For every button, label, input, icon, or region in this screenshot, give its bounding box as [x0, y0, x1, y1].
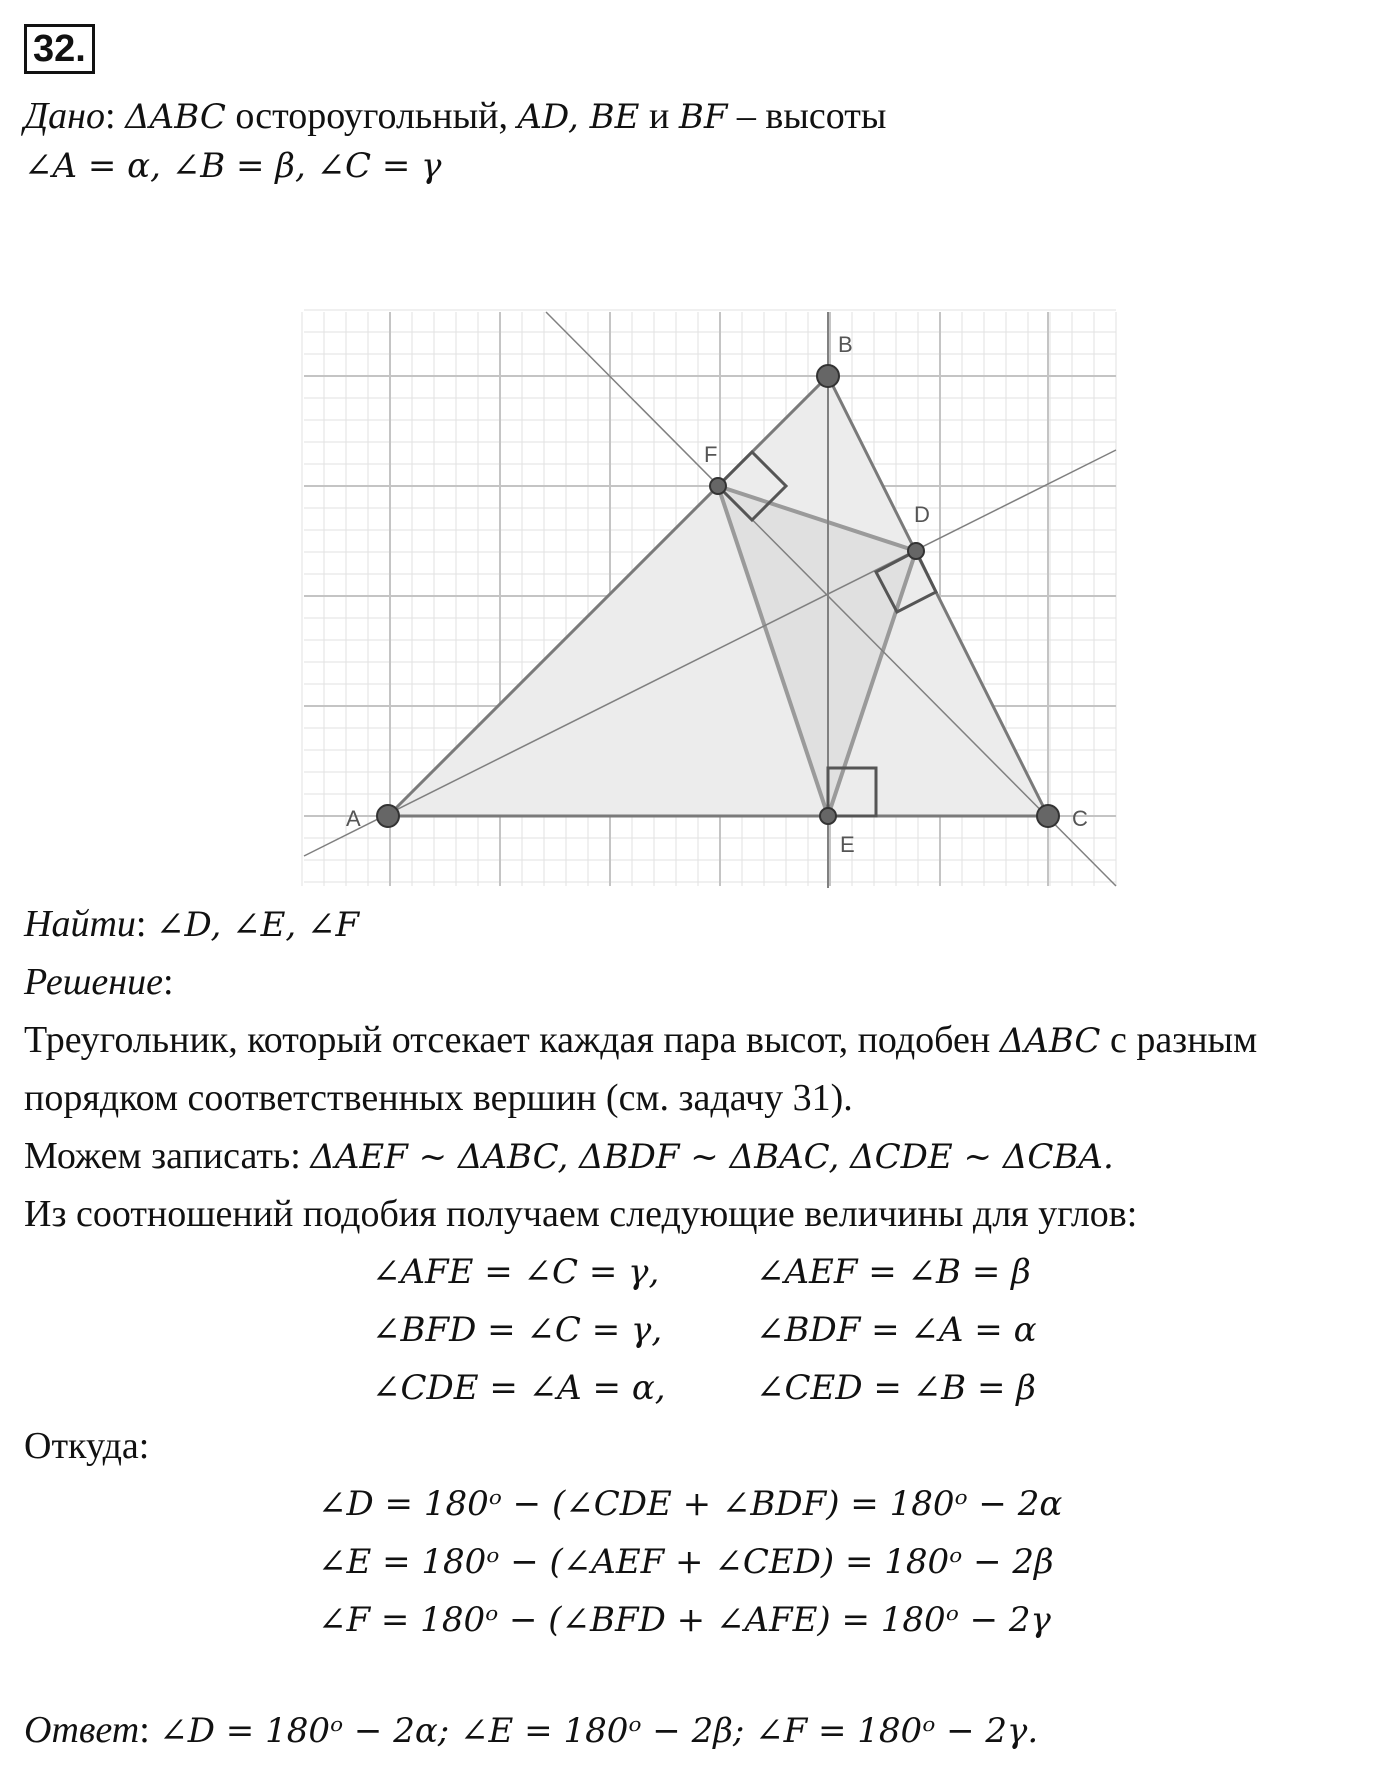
given-line-1: Дано: ΔABC остороугольный, AD, BE и BF – высоты	[24, 95, 887, 137]
find-math: ∠D, ∠E, ∠F	[155, 905, 360, 945]
find-line: Найти: ∠D, ∠E, ∠F	[24, 903, 360, 945]
given-altitudes-ab: AD, BE	[517, 97, 640, 137]
given-label: Дано	[24, 95, 106, 137]
point-c	[1037, 805, 1059, 827]
given-altitude-c: BF	[678, 97, 728, 137]
solution-p1-text: Треугольник, который отсекает каждая пара высот, подобен	[24, 1019, 1000, 1061]
solution-p1-math: ΔABC	[999, 1021, 1101, 1061]
result-f: ∠F = 180ᵒ − (∠BFD + ∠AFE) = 180ᵒ − 2γ	[318, 1600, 1051, 1640]
solution-p3-math: ΔAEF ~ ΔABC, ΔBDF ~ ΔBAC, ΔCDE ~ ΔCBA.	[310, 1137, 1114, 1177]
solution-p3-text: Можем записать:	[24, 1135, 311, 1177]
result-e: ∠E = 180ᵒ − (∠AEF + ∠CED) = 180ᵒ − 2β	[318, 1542, 1054, 1582]
given-line-2: ∠A = α, ∠B = β, ∠C = γ	[24, 146, 442, 186]
find-label: Найти	[24, 903, 136, 945]
relation-left-3: ∠CDE = ∠A = α,	[372, 1368, 666, 1408]
label-point-d: D	[914, 502, 930, 527]
answer-math: ∠D = 180ᵒ − 2α; ∠E = 180ᵒ − 2β; ∠F = 180ᵒ − 2γ.	[159, 1711, 1039, 1751]
point-d	[908, 543, 924, 559]
solution-p3	[24, 1132, 1114, 1181]
solution-p1	[24, 1016, 1257, 1065]
relation-right-2: ∠BDF = ∠A = α	[756, 1310, 1037, 1350]
solution-label: Решение	[24, 961, 163, 1003]
label-point-c: C	[1072, 806, 1088, 831]
relation-right-1: ∠AEF = ∠B = β	[756, 1252, 1031, 1292]
result-d: ∠D = 180ᵒ − (∠CDE + ∠BDF) = 180ᵒ − 2α	[318, 1484, 1063, 1524]
given-triangle: ΔABC	[125, 97, 226, 137]
answer-line: Ответ: ∠D = 180ᵒ − 2α; ∠E = 180ᵒ − 2β; ∠F = 180ᵒ − 2γ.	[24, 1709, 1039, 1751]
point-f	[710, 478, 726, 494]
point-e	[820, 808, 836, 824]
given-text-b: и	[639, 95, 679, 137]
answer-label: Ответ	[24, 1709, 140, 1751]
label-point-a: A	[346, 806, 361, 831]
problem-number: 32.	[24, 24, 95, 74]
solution-p1-text2: с разным	[1100, 1019, 1258, 1061]
solution-p4: Из соотношений подобия получаем следующие величины для углов:	[24, 1193, 1138, 1235]
solution-p2: порядком соответственных вершин (см. задачу 31).	[24, 1077, 853, 1119]
whence-text: Откуда:	[24, 1425, 150, 1467]
label-point-e: E	[840, 832, 855, 857]
relation-right-3: ∠CED = ∠B = β	[756, 1368, 1036, 1408]
relation-left-2: ∠BFD = ∠C = γ,	[372, 1310, 663, 1350]
given-text-a: остороугольный,	[225, 95, 518, 137]
relation-left-1: ∠AFE = ∠C = γ,	[372, 1252, 660, 1292]
label-point-f: F	[704, 442, 718, 467]
point-b	[817, 365, 839, 387]
solution-heading: Решение:	[24, 961, 174, 1003]
label-point-b: B	[838, 332, 853, 357]
point-a	[377, 805, 399, 827]
given-text-c: – высоты	[727, 95, 887, 137]
